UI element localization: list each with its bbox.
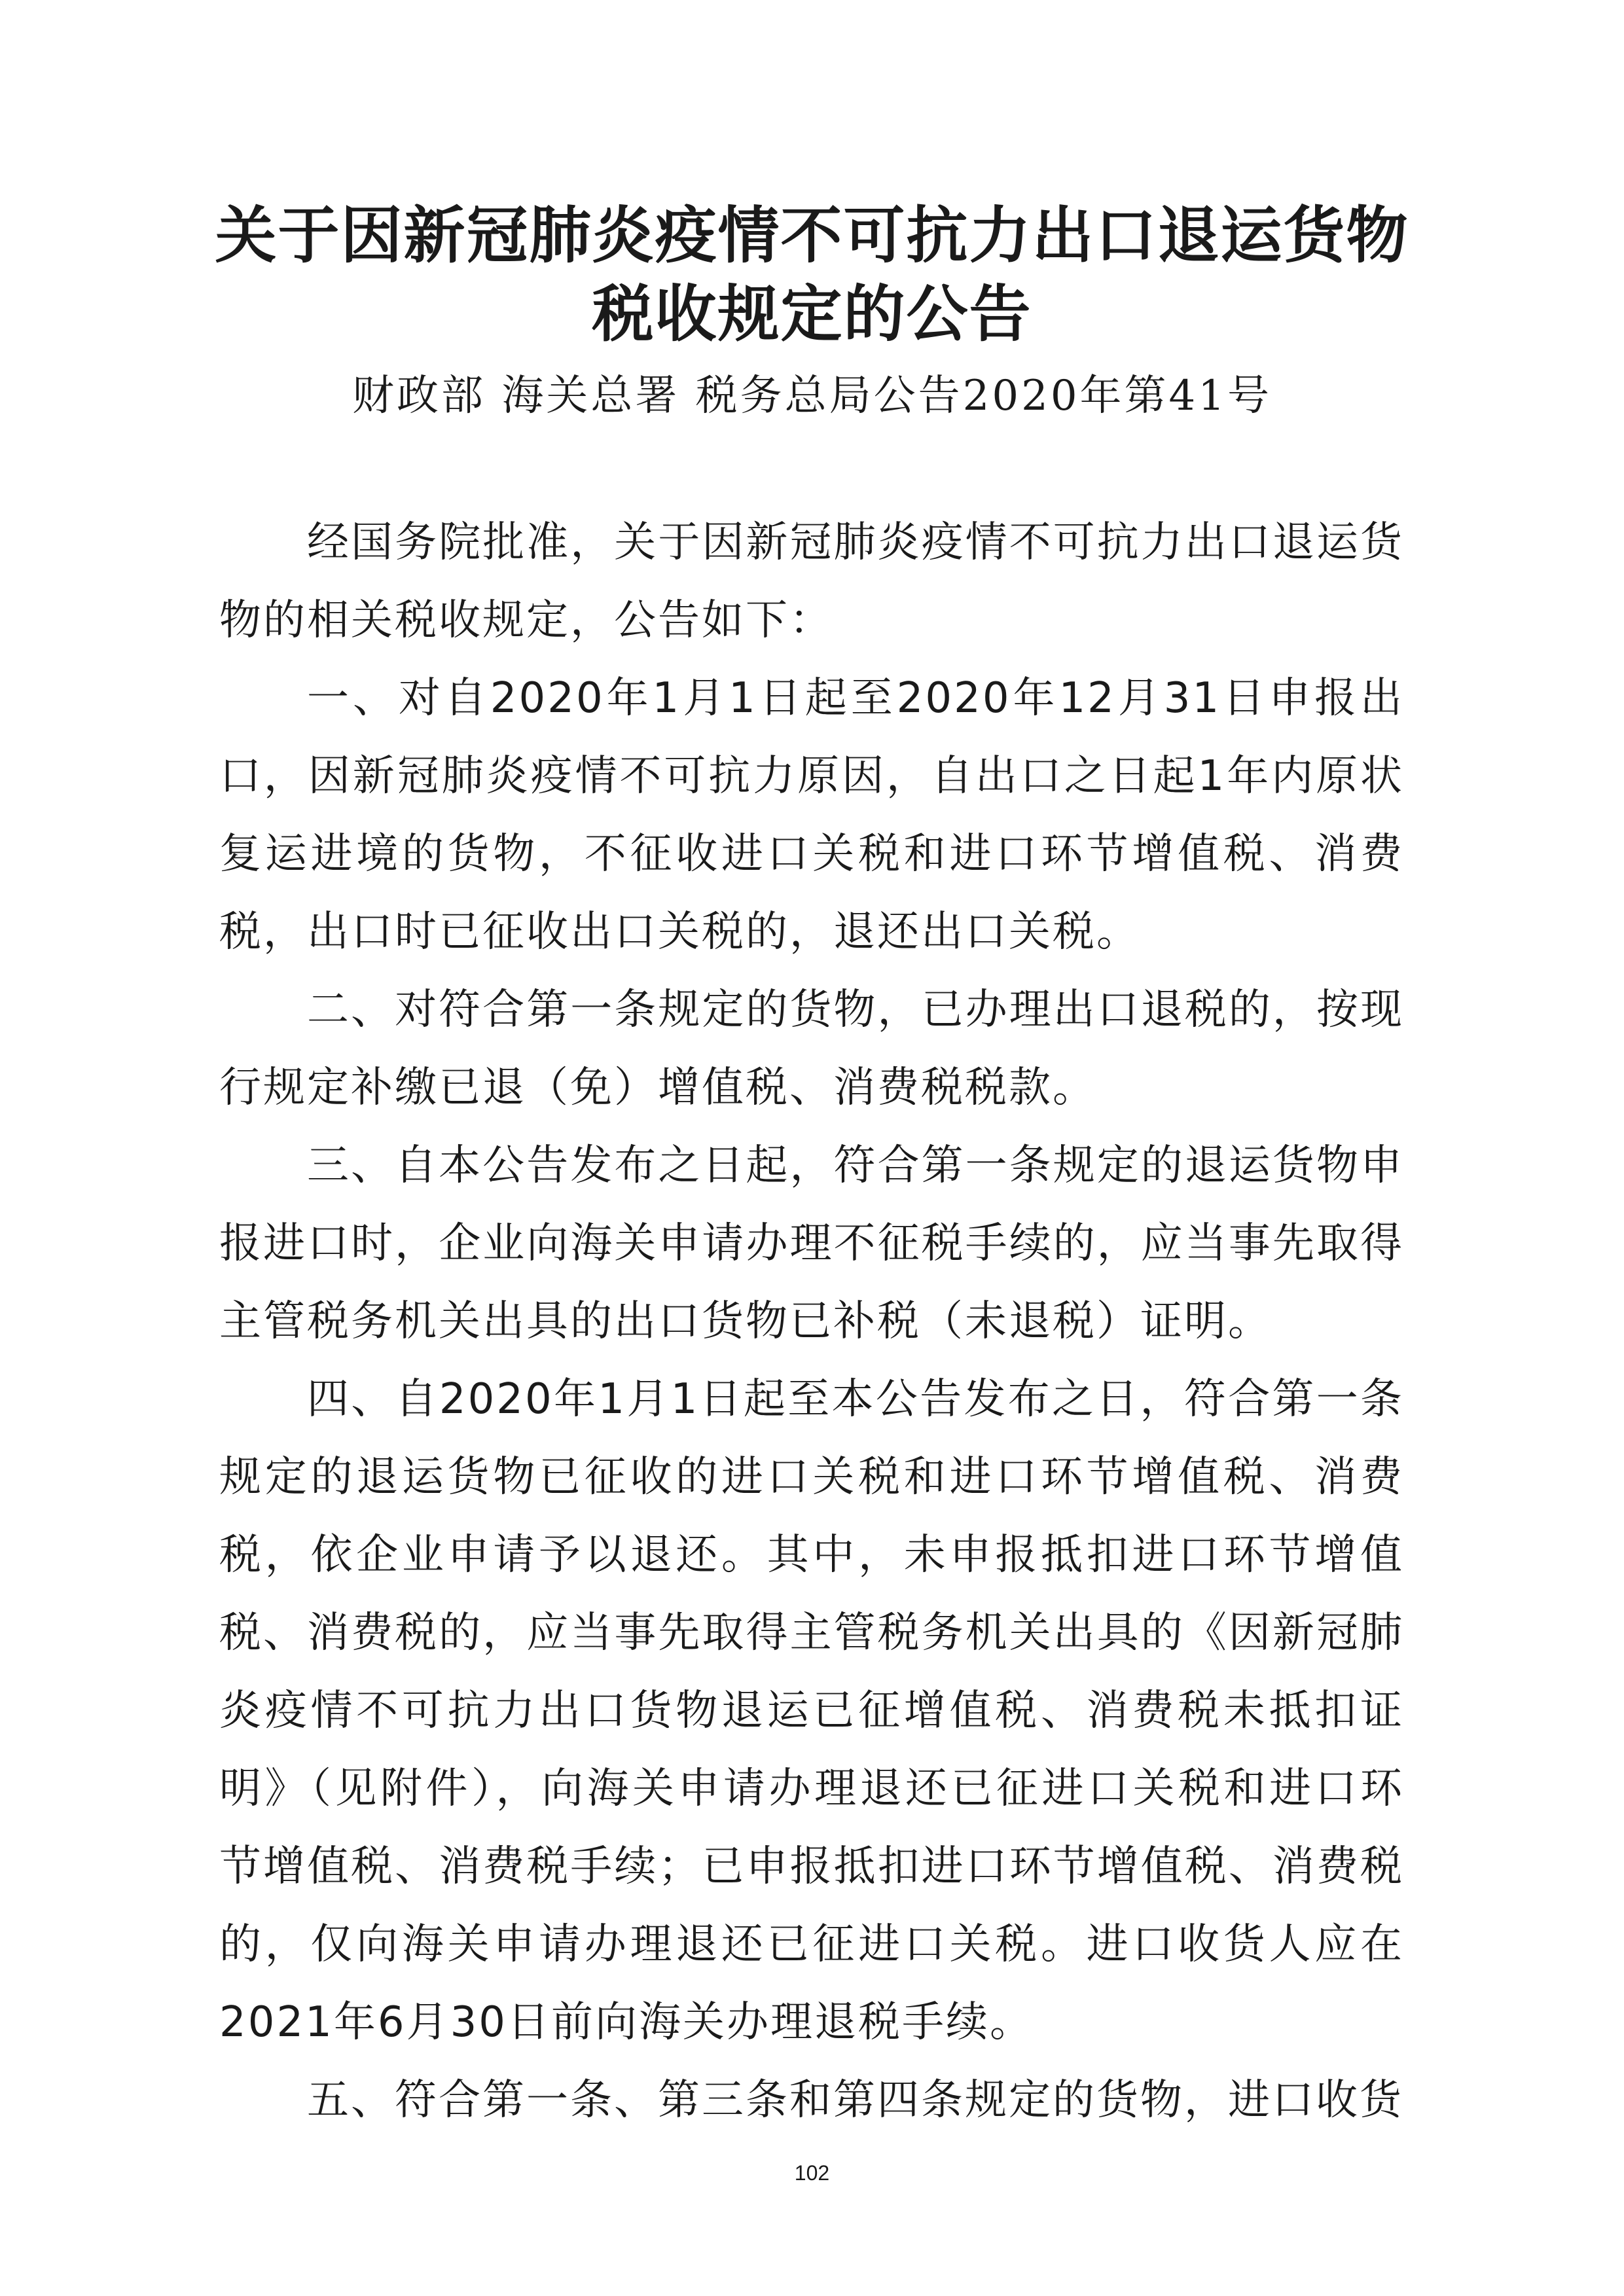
article-5-paragraph: 五、符合第一条、第三条和第四条规定的货物，进口收货	[307, 2076, 1403, 2125]
article-1-paragraph: 一、对自2020年1月1日起至2020年12月31日申报出口，因新冠肺炎疫情不可抗力原因，自出口之日起1年内原状复运进境的货物，不征收进口关税和进口环节增值税、消费税，出口时已征收出口关税的，退还出口关税。	[219, 674, 1404, 956]
announcement-number: 财政部 海关总署 税务总局公告2020年第41号	[352, 372, 1272, 420]
intro-paragraph: 经国务院批准，关于因新冠肺炎疫情不可抗力出口退运货物的相关税收规定，公告如下：	[219, 518, 1404, 645]
document-body	[219, 504, 1404, 2140]
article-2-paragraph: 二、对符合第一条规定的货物，已办理出口退税的，按现行规定补缴已退（免）增值税、消费税税款。	[219, 986, 1404, 1112]
article-4-paragraph: 四、自2020年1月1日起至本公告发布之日，符合第一条规定的退运货物已征收的进口关税和进口环节增值税、消费税，依企业申请予以退还。其中，未申报抵扣进口环节增值税、消费税的，应当事先取得主管税务机关出具的《因新冠肺炎疫情不可抗力出口货物退运已征增值税、消费税未抵扣证明》（见附件），向海关申请办理退还已征进口关税和进口环节增值税、消费税手续；已申报抵扣进口环节增值税、消费税的，仅向海关申请办理退还已征进口关税。进口收货人应在2021年6月30日前向海关办理退税手续。	[219, 1375, 1404, 2047]
document-title-line-1: 关于因新冠肺炎疫情不可抗力出口退运货物	[215, 200, 1409, 272]
article-3-paragraph: 三、自本公告发布之日起，符合第一条规定的退运货物申报进口时，企业向海关申请办理不征税手续的，应当事先取得主管税务机关出具的出口货物已补税（未退税）证明。	[219, 1141, 1404, 1346]
document-title-line-2: 税收规定的公告	[592, 278, 1032, 350]
page-number: 102	[794, 2161, 830, 2185]
